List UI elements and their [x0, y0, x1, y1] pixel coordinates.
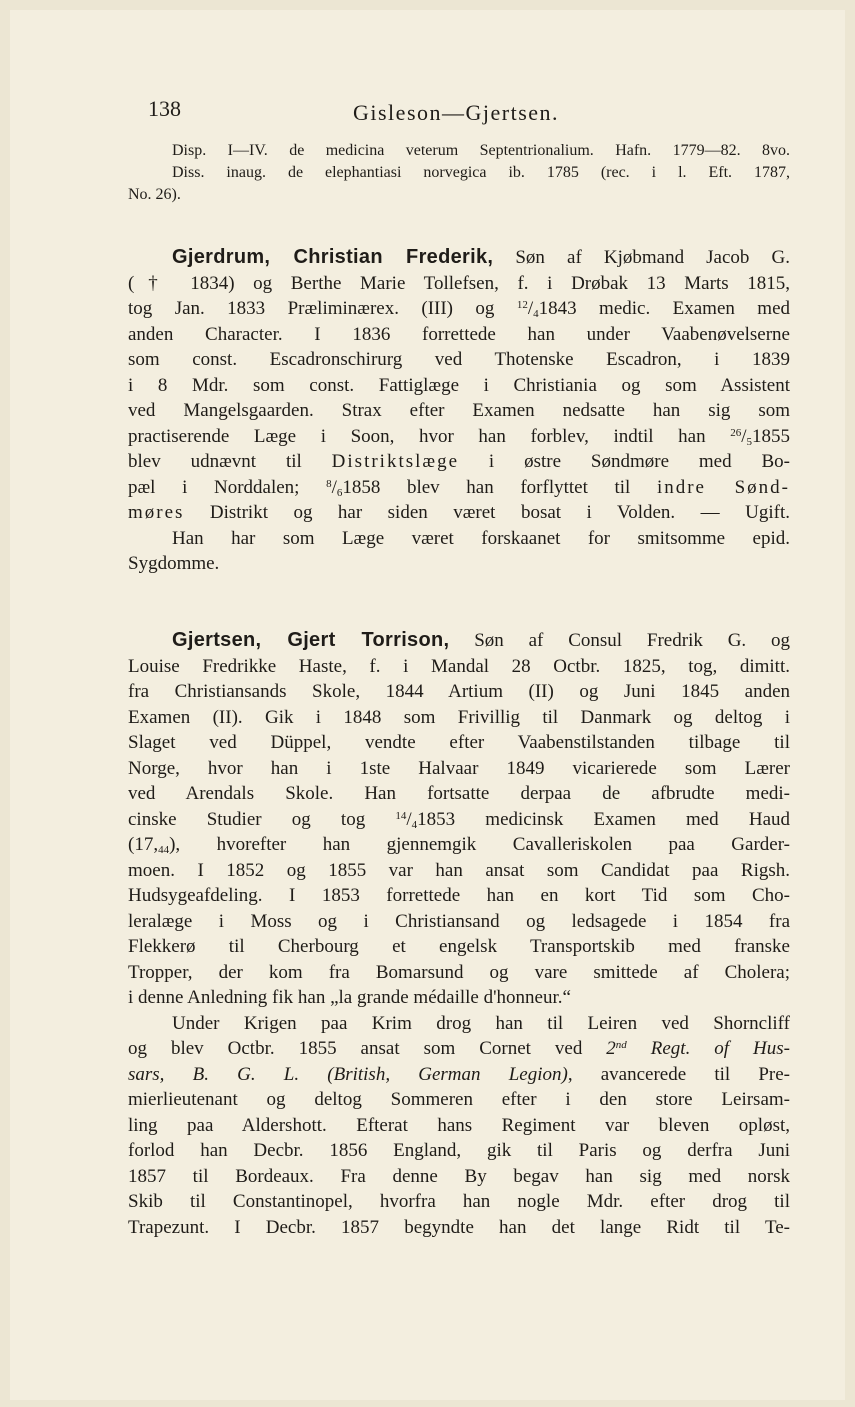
date-fraction-day: 26 [730, 426, 742, 439]
reference-line: Diss. inaug. de elephantiasi norvegica ib. 1785 (rec. i l. Eft. 1787, [172, 164, 790, 181]
emphasis-text: møres [128, 502, 185, 523]
entry-text: cinske Studier og tog [128, 808, 396, 830]
entry-line: Flekkerø til Cherbourg et engelsk Transportskib med franske [128, 936, 790, 957]
entry-gjertsen [128, 628, 790, 1240]
entry-name: Gjerdrum, Christian Frederik, [172, 246, 494, 268]
emphasis-text: Distriktslæge [331, 451, 460, 472]
entry-line: Under Krigen paa Krim drog han til Leiren ved Shorncliff [172, 1012, 790, 1034]
reference-line: Disp. I—IV. de medicina veterum Septentrionalium. Hafn. 1779—82. 8vo. [172, 142, 790, 159]
running-head: Gisleson—Gjertsen. [353, 100, 560, 125]
entry-line: ved Arendals Skole. Han fortsatte derpaa de afbrudte medi- [128, 783, 790, 804]
entry-line: Sygdomme. [128, 553, 220, 574]
entry-text: Søn af Kjøbmand Jacob G. [493, 247, 790, 268]
entry-line: Hudsygeafdeling. I 1853 forrettede han en kort Tid som Cho- [128, 885, 790, 906]
italic-text: sars, B. G. L. (British, German Legion) [128, 1063, 568, 1085]
entry-text: Søn af Consul Fredrik G. og [449, 630, 791, 651]
entry-line: Trapezunt. I Decbr. 1857 begyndte han det lange Ridt til Te- [128, 1216, 790, 1238]
entry-text: Distrikt og har siden været bosat i Volden. — Ugift. [184, 502, 790, 523]
entry-text: 1853 medicinsk Examen med Haud [417, 808, 791, 830]
entry-line: 1857 til Bordeaux. Fra denne By begav han sig med norsk [128, 1165, 790, 1187]
entry-name: Gjertsen, Gjert Torrison, [172, 629, 450, 651]
entry-text: pæl i Norddalen; [128, 476, 327, 498]
entry-line [128, 832, 790, 858]
grade-subscript: 44 [158, 844, 170, 856]
entry-line: ling paa Aldershott. Efterat hans Regiment var bleven opløst, [128, 1114, 790, 1136]
entry-text: 1855 [752, 425, 790, 447]
entry-text: (17, [128, 834, 159, 855]
entry-line: mierlieutenant og deltog Sommeren efter i den store Leirsam- [128, 1089, 790, 1110]
date-fraction-month: 6 [336, 486, 343, 499]
entry-line: fra Christiansands Skole, 1844 Artium (II) og Juni 1845 anden [128, 681, 790, 702]
entry-text: , avancerede til Pre- [567, 1063, 790, 1085]
entry-line: Slaget ved Düppel, vendte efter Vaabenstilstanden tilbage til [128, 732, 790, 753]
entry-text: og blev Octbr. 1855 ansat som Cornet ved [128, 1038, 607, 1059]
entry-line: ved Mangelsgaarden. Strax efter Examen nedsatte han sig som [128, 400, 790, 421]
entry-gjerdrum [128, 245, 790, 577]
reference-line: No. 26). [128, 186, 181, 203]
entry-line: i denne Anledning fik han „la grande médaille d'honneur.“ [128, 987, 571, 1008]
entry-line [128, 449, 790, 475]
entry-line [128, 1036, 790, 1062]
date-fraction-month: 5 [746, 435, 752, 448]
date-fraction-day: 8 [326, 477, 332, 490]
entry-line [128, 245, 790, 271]
entry-line: cinske Studier og tog $^{14}/_41853$ medicinsk Examen med Haud [128, 808, 791, 831]
entry-line: Tropper, der kom fra Bomarsund og vare smittede af Cholera; [128, 961, 790, 983]
page-number: 138 [148, 96, 181, 121]
entry-text: practiserende Læge i Soon, hvor han forblev, indtil han [128, 425, 731, 447]
header [148, 96, 808, 136]
date-fraction-day: 12 [516, 299, 528, 311]
entry-line: Norge, hvor han i 1ste Halvaar 1849 vicarierede som Lærer [128, 757, 790, 779]
entry-line: Skib til Constantinopel, hvorfra han nogle Mdr. efter drog til [128, 1191, 790, 1212]
entry-line: moen. I 1852 og 1855 var han ansat som Candidat paa Rigsh. [128, 859, 790, 881]
entry-text: 1843 medic. Examen med [538, 298, 791, 319]
entry-text: tog Jan. 1833 Præliminærex. (III) og [128, 298, 517, 319]
ordinal-suffix: nd [615, 1039, 627, 1051]
entry-line [128, 628, 790, 654]
entry-line: († 1834) og Berthe Marie Tollefsen, f. i Drøbak 13 Marts 1815, [128, 272, 790, 294]
italic-text: 2 [606, 1038, 616, 1059]
entry-text: blev udnævnt til [128, 451, 332, 472]
entry-line: forlod han Decbr. 1856 England, gik til Paris og derfra Juni [128, 1140, 790, 1161]
italic-text: Regt. of Hus- [626, 1038, 790, 1059]
date-fraction-month: 4 [411, 818, 418, 831]
date-fraction-day: 14 [395, 809, 407, 822]
entry-text: ), hvorefter han gjennemgik Cavalleriskolen paa Garder- [169, 834, 790, 855]
entry-line: Examen (II). Gik i 1848 som Frivillig til Danmark og deltog i [128, 706, 790, 728]
entry-line: leralæge i Moss og i Christiansand og ledsagede i 1854 fra [128, 910, 790, 932]
emphasis-text: indre Sønd- [656, 476, 791, 498]
entry-line: som const. Escadronschirurg ved Thotenske Escadron, i 1839 [128, 349, 790, 370]
entry-line [128, 1062, 790, 1088]
entry-text: i østre Søndmøre med Bo- [459, 451, 790, 472]
entry-line: anden Character. I 1836 forrettede han under Vaabenøvelserne [128, 323, 790, 345]
entry-text: 1858 blev han forflyttet til [342, 476, 657, 498]
date-fraction-month: 4 [533, 308, 539, 320]
entry-line: practiserende Læge i Soon, hvor han forblev, indtil han $^{26}/_51855$ [128, 425, 790, 448]
references [128, 140, 790, 206]
entry-line: Louise Fredrikke Haste, f. i Mandal 28 Octbr. 1825, tog, dimitt. [128, 655, 790, 677]
entry-line: pæl i Norddalen; $^8/_61858$ blev han forflyttet til indre Sønd- [128, 476, 791, 499]
entry-line: Han har som Læge været forskaanet for smitsomme epid. [172, 527, 790, 549]
entry-line: tog Jan. 1833 Præliminærex. (III) og $^{12}/_41843$ medic. Examen med [128, 298, 791, 320]
entry-line [128, 500, 790, 526]
entry-line: i 8 Mdr. som const. Fattiglæge i Christiania og som Assistent [128, 374, 790, 396]
